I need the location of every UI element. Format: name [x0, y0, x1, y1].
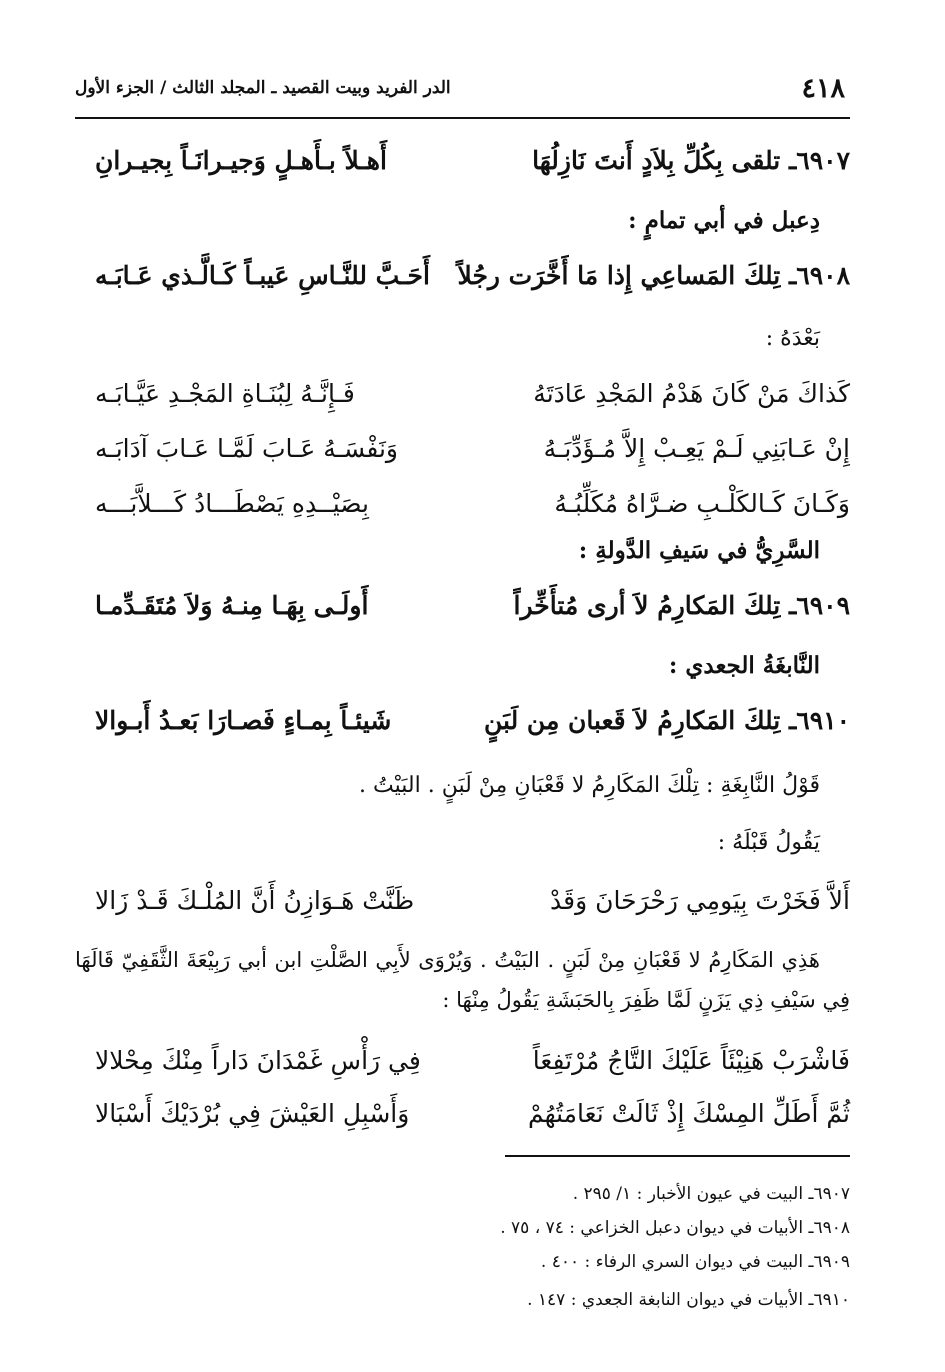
verse-line — [95, 478, 850, 528]
commentary-paragraph: هَذِي المَكَارِمُ لا قَعْبَانِ مِنْ لَبَنٍ . البَيْتُ . وَيُرْوَى لأَبِي الصَّلْتِ ابن أبي رَبِيْعَةَ الثَّقَفِيّ قَالَهَا فِي سَيْفِ ذِي يَزَنٍ لَمَّا ظَفِرَ بِالحَبَشَةِ يَقُولُ مِنْهَا : — [75, 948, 850, 1012]
verse-second-hemistich: وَأَسْبِلِ العَيْشَ فِي بُرْدَيْكَ أَسْبَالا — [95, 1098, 410, 1128]
footnote-divider — [505, 1155, 850, 1157]
verse-second-hemistich: وَنَفْسَـهُ عَـابَ لَمَّـا عَـابَ آدَابَـه — [95, 433, 399, 463]
verse-6910 — [95, 695, 850, 745]
verse-second-hemistich: فَـإِنَّـهُ لِبُنَـاةِ المَجْـدِ عَيَّـابَـه — [95, 378, 355, 408]
verse-line — [95, 368, 850, 418]
running-title: الدر الفريد وبيت القصيد ـ المجلد الثالث / الجزء الأول — [75, 78, 451, 98]
verse-first-hemistich: فَاشْرَبْ هَنِيْئَاً عَلَيْكَ التَّاجُ مُرْتَفِعَاً — [532, 1045, 850, 1075]
verse-first-hemistich: وَكَـانَ كَـالكَلْـبِ ضـرَّاهُ مُكَلِّبُـهُ — [554, 488, 850, 518]
page-number: ٤١٨ — [801, 72, 845, 104]
verse-first-hemistich: ٦٩٠٨ـ تِلكَ المَساعِي إِذا مَا أَخَّرَت رجُلاً — [457, 260, 850, 290]
footnote: ٦٩٠٧ـ البيت في عيون الأخبار : ١/ ٢٩٥ . — [572, 1184, 850, 1204]
verse-second-hemistich: أَحَـبَّ للنَّـاسِ عَيبـاً كَـالَّـذي عَـابَـه — [95, 260, 430, 290]
verse-line — [95, 1035, 850, 1085]
verse-line — [95, 1088, 850, 1138]
verse-first-hemistich: إِنْ عَـابَنِي لَـمْ يَعِـبْ إِلاَّ مُـؤَدِّبَـهُ — [543, 433, 850, 463]
commentary-line: قَوْلُ النَّابِغَةِ : تِلْكَ المَكَارِمُ لا قَعْبَانِ مِنْ لَبَنٍ . البَيْتُ . — [359, 772, 820, 798]
verse-second-hemistich: بِصَيْــدِهِ يَصْطَـــادُ كَـــلاَّبَـــه — [95, 488, 369, 518]
commentary-line: يَقُولُ قَبْلَهُ : — [717, 829, 820, 855]
poet-intro-dibil: دِعبل في أبي تمامٍ : — [628, 206, 820, 234]
verse-first-hemistich: ثُمَّ أَطَلِّ المِسْكَ إِذْ ثَالَتْ نَعَامَتُهُمْ — [527, 1098, 850, 1128]
verse-6908 — [95, 250, 850, 300]
verse-second-hemistich: فِي رَأْسِ غَمْدَانَ دَاراً مِنْكَ مِحْلالا — [95, 1045, 421, 1075]
header-divider — [75, 117, 850, 119]
verse-first-hemistich: ٦٩٠٩ـ تِلكَ المَكارِمُ لاَ أرى مُتأَخِّراً — [513, 590, 850, 620]
verse-first-hemistich: أَلاَّ فَخَرْتَ بِيَومِي رَحْرَحَانَ وَقَدْ — [550, 885, 850, 915]
verse-first-hemistich: ٦٩١٠ـ تِلكَ المَكارِمُ لاَ قَعبان مِن لَبَنٍ — [484, 705, 850, 735]
poet-intro-nabigha: النَّابغَةُ الجعدي : — [668, 651, 820, 679]
verse-second-hemistich: أَهـلاً بـأَهـلٍ وَجيـرانَـاً بِجيـرانِ — [95, 145, 387, 175]
verse-6907 — [95, 135, 850, 185]
verse-second-hemistich: ظَنَّتْ هَـوَازِنُ أَنَّ المُلْـكَ قَـدْ زَالا — [95, 885, 415, 915]
verse-line — [95, 875, 850, 925]
footnote: ٦٩١٠ـ الأبيات في ديوان النابغة الجعدي : ١٤٧ . — [527, 1290, 850, 1310]
footnote: ٦٩٠٩ـ البيت في ديوان السري الرفاء : ٤٠٠ . — [540, 1252, 850, 1272]
verse-line — [95, 423, 850, 473]
running-head — [75, 70, 845, 106]
verse-second-hemistich: شَيئـاً بِمـاءٍ فَصـارَا بَعـدُ أَبـوالا — [95, 705, 392, 735]
verse-6909 — [95, 580, 850, 630]
verse-first-hemistich: ٦٩٠٧ـ تلقى بِكُلِّ بِلاَدٍ أَنتَ نَازِلُهَا — [532, 145, 850, 175]
poet-intro-sari: السَّرِيُّ في سَيفِ الدَّولةِ : — [578, 536, 820, 564]
footnote: ٦٩٠٨ـ الأبيات في ديوان دعبل الخزاعي : ٧٤ ، ٧٥ . — [500, 1218, 850, 1238]
verse-second-hemistich: أَولَـى بِهَـا مِنـهُ وَلاَ مُتَقَـدِّمـا — [95, 590, 369, 620]
verse-first-hemistich: كَذاكَ مَنْ كَانَ هَدْمُ المَجْدِ عَادَتَهُ — [533, 378, 850, 408]
continuation-label: بَعْدَهُ : — [765, 325, 820, 351]
